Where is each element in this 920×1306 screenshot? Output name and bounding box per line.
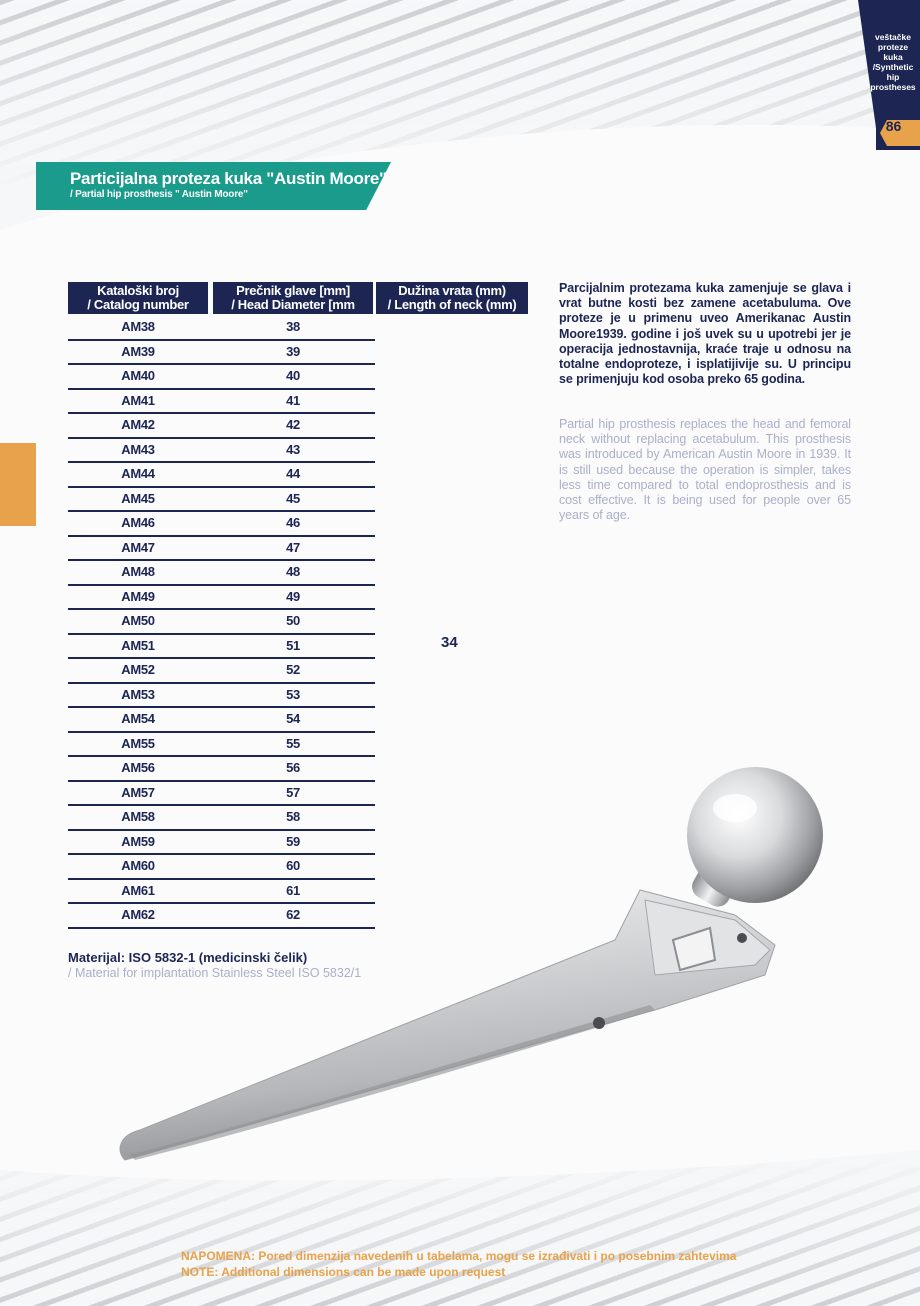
catalog-number: AM41 — [121, 392, 155, 408]
table-row — [68, 414, 375, 439]
head-diameter: 49 — [286, 588, 300, 604]
catalog-number: AM55 — [121, 735, 155, 751]
table-row — [68, 610, 375, 635]
head-diameter: 45 — [286, 490, 300, 506]
head-diameter: 62 — [286, 907, 300, 922]
head-diameter: 48 — [286, 564, 300, 579]
catalog-number: AM57 — [121, 784, 155, 800]
head-diameter: 54 — [286, 711, 300, 726]
table-row — [68, 390, 375, 415]
head-diameter: 46 — [286, 515, 300, 530]
section-label: veštačke proteze kuka /Synthetic hip prostheses — [870, 32, 916, 92]
catalog-number: AM47 — [121, 539, 155, 555]
note-serbian: NAPOMENA: Pored dimenzija navedenih u tabelama, mogu se izrađivati i po posebnim zahtevima — [181, 1249, 737, 1263]
table-row — [68, 537, 375, 562]
head-diameter: 52 — [286, 662, 300, 677]
catalog-number: AM52 — [121, 662, 155, 677]
catalog-number: AM54 — [121, 711, 155, 726]
page-number: 86 — [885, 118, 902, 134]
head-diameter: 51 — [286, 637, 300, 653]
catalog-number: AM40 — [121, 368, 155, 383]
catalog-number: AM49 — [121, 588, 155, 604]
table-row — [68, 488, 375, 513]
table-row — [68, 708, 375, 733]
column-header-head-diameter: Prečnik glave [mm] / Head Diameter [mm — [213, 282, 373, 314]
table-row — [68, 561, 375, 586]
head-diameter: 42 — [286, 417, 300, 432]
table-row — [68, 316, 375, 341]
neck-length-value: 34 — [441, 634, 458, 651]
table-row — [68, 463, 375, 488]
head-diameter: 50 — [286, 613, 300, 628]
catalog-number: AM43 — [121, 441, 155, 457]
table-row — [68, 684, 375, 709]
description-english: Partial hip prosthesis replaces the head and femoral neck without replacing acetabulum. This prosthesis was introduced by American Austin Moore in 1939. It is still used because the operation is simpler, takes less time compared to total endoprosthesis and is cost effective. It is being used for people over 65 years of age. — [559, 417, 851, 523]
head-diameter: 53 — [286, 686, 300, 702]
note-english: NOTE: Additional dimensions can be made upon request — [181, 1265, 506, 1279]
catalog-number: AM42 — [121, 417, 155, 432]
table-row — [68, 365, 375, 390]
head-diameter: 57 — [286, 784, 300, 800]
head-diameter: 44 — [286, 466, 300, 481]
catalog-number: AM48 — [121, 564, 155, 579]
catalog-number: AM50 — [121, 613, 155, 628]
catalog-number: AM61 — [121, 882, 155, 898]
head-diameter: 59 — [286, 833, 300, 849]
head-diameter: 43 — [286, 441, 300, 457]
head-diameter: 58 — [286, 809, 300, 824]
catalog-number: AM39 — [121, 343, 155, 359]
catalog-number: AM38 — [121, 319, 155, 334]
table-row — [68, 341, 375, 366]
page-subtitle: / Partial hip prosthesis " Austin Moore" — [70, 189, 248, 200]
head-diameter: 60 — [286, 858, 300, 873]
description-serbian: Parcijalnim protezama kuka zamenjuje se glava i vrat butne kosti bez zamene acetabuluma. Ove proteze je u primenu uveo Amerikanac Austin Moore1939. godine i još uvek su u upotrebi jer je operacija jednostavnija, kraće traje u odnosu na totalne endoproteze, i isplatijivije su. U principu se primenjuju kod osoba preko 65 godina. — [559, 281, 851, 387]
head-diameter: 38 — [286, 319, 300, 334]
head-diameter: 41 — [286, 392, 300, 408]
column-header-catalog: Kataloški broj / Catalog number — [68, 282, 208, 314]
head-diameter: 61 — [286, 882, 300, 898]
catalog-number: AM62 — [121, 907, 155, 922]
head-diameter: 47 — [286, 539, 300, 555]
catalog-number: AM60 — [121, 858, 155, 873]
orange-edge-tab — [0, 443, 36, 526]
catalog-number: AM46 — [121, 515, 155, 530]
table-row — [68, 635, 375, 660]
head-diameter: 39 — [286, 343, 300, 359]
hip-prosthesis-image — [95, 760, 875, 1180]
head-diameter: 56 — [286, 760, 300, 775]
catalog-number: AM53 — [121, 686, 155, 702]
head-diameter: 40 — [286, 368, 300, 383]
head-diameter: 55 — [286, 735, 300, 751]
catalog-number: AM59 — [121, 833, 155, 849]
catalog-number: AM45 — [121, 490, 155, 506]
table-row — [68, 439, 375, 464]
catalog-number: AM44 — [121, 466, 155, 481]
column-header-neck-length: Dužina vrata (mm) / Length of neck (mm) — [376, 282, 528, 314]
catalog-number: AM58 — [121, 809, 155, 824]
catalog-number: AM56 — [121, 760, 155, 775]
table-row — [68, 512, 375, 537]
catalog-number: AM51 — [121, 637, 155, 653]
page-title: Particijalna proteza kuka "Austin Moore" — [70, 169, 387, 188]
material-english: / Material for implantation Stainless Steel ISO 5832/1 — [68, 966, 362, 980]
table-row — [68, 733, 375, 758]
material-serbian: Materijal: ISO 5832-1 (medicinski čelik) — [68, 950, 308, 965]
table-row — [68, 586, 375, 611]
table-row — [68, 659, 375, 684]
